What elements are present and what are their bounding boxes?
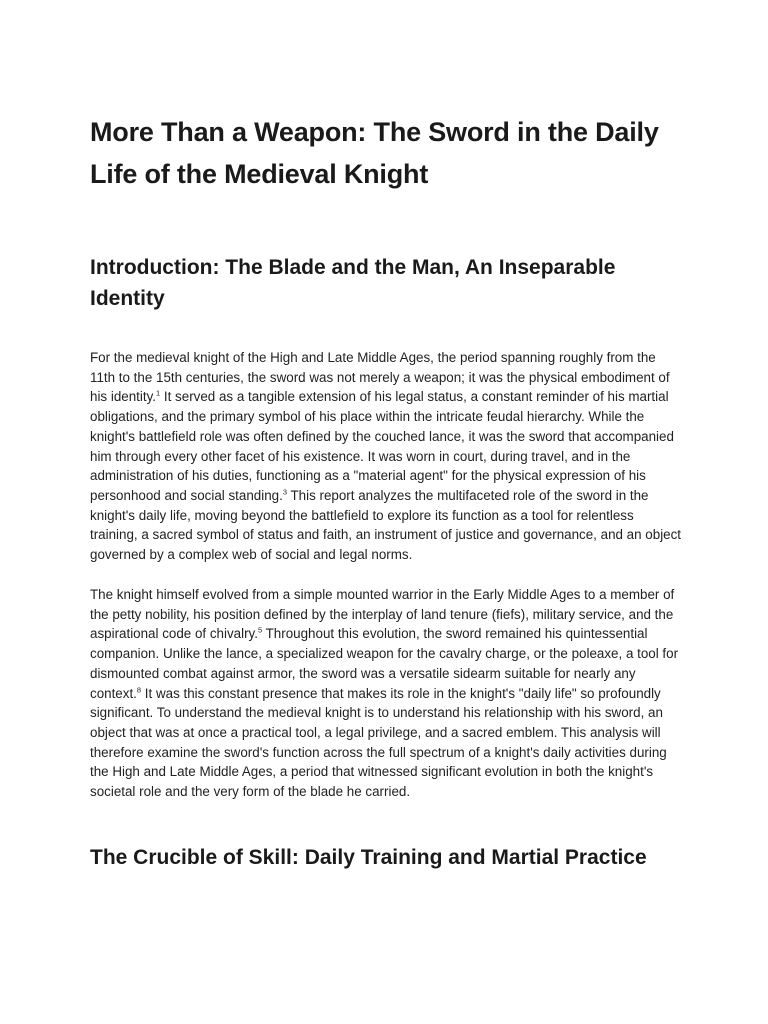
paragraph-text: The knight himself evolved from a simple mounted warrior in the Early Middle Ages to a member of the petty nobility, his position defined by the interplay of land tenure (fiefs), military service, and the aspirational code of chivalry. [90, 587, 675, 642]
paragraph-text: For the medieval knight of the High and Late Middle Ages, the period spanning roughly from the 11th to the 15th centuries, the sword was not merely a weapon; it was the physical embodiment of his identity. [90, 350, 670, 405]
footnote-ref[interactable]: 3 [282, 487, 287, 497]
paragraph-text: Throughout this evolution, the sword remained his quintessential companion. Unlike the lance, a specialized weapon for the cavalry charge, or the poleaxe, a tool for dismounted combat against armor, the sword was a versatile sidearm suitable for nearly any context. [90, 626, 679, 701]
paragraph-text: This report analyzes the multifaceted role of the sword in the knight's daily life, moving beyond the battlefield to explore its function as a tool for relentless training, a sacred symbol of status and faith, an instrument of justice and governance, and an object governed by a complex web of social and legal norms. [90, 487, 682, 563]
footnote-ref[interactable]: 8 [136, 685, 142, 695]
paragraph-text: It served as a tangible extension of his legal status, a constant reminder of his martial obligations, and the primary symbol of his place within the intricate feudal hierarchy. While the knight's battlefield role was often defined by the couched lance, it was the sword that accompanied him through every other facet of his existence. It was worn in court, during travel, and in the administration of his duties, functioning as a "material agent" for the physical expression of his personhood and social standing. [90, 389, 674, 503]
document-title: More Than a Weapon: The Sword in the Daily Life of the Medieval Knight [90, 117, 659, 189]
footnote-ref[interactable]: 1 [156, 388, 161, 398]
section-heading-introduction: Introduction: The Blade and the Man, An Inseparable Identity [90, 256, 616, 310]
intro-paragraph-2 [90, 585, 682, 802]
paragraph-text: It was this constant presence that makes its role in the knight's "daily life" so profoundly significant. To understand the medieval knight is to understand his relationship with his sword, an object that was at once a practical tool, a legal privilege, and a sacred emblem. This analysis will therefore examine the sword's function across the full spectrum of a knight's daily activities during the High and Late Middle Ages, a period that witnessed significant evolution in both the knight's societal role and the very form of the blade he carried. [90, 685, 667, 800]
intro-paragraph-1 [90, 348, 682, 565]
section-heading-crucible-of-skill: The Crucible of Skill: Daily Training and Martial Practice [90, 846, 647, 869]
footnote-ref[interactable]: 5 [257, 625, 263, 635]
